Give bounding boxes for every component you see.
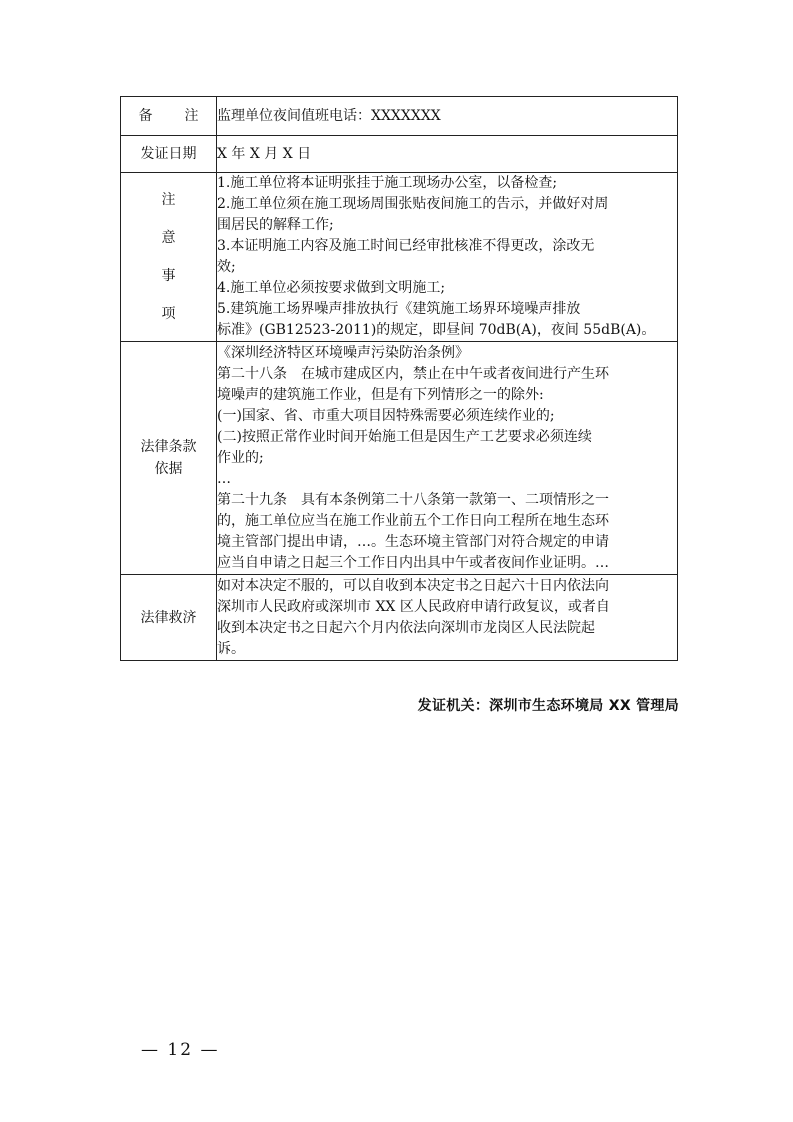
legal-relief-value-cell	[217, 575, 678, 661]
notes-line: 2.施工单位须在施工现场周围张贴夜间施工的告示，并做好对周	[217, 196, 609, 212]
issue-date-label: 发证日期	[140, 146, 197, 162]
legal-relief-text	[217, 576, 677, 660]
issue-date-value: X 年 X 月 X 日	[217, 145, 312, 162]
legal-basis-line: 应当自申请之日起三个工作日内出具中午或者夜间作业证明。…	[217, 554, 609, 571]
legal-basis-line: 第二十八条 在城市建成区内，禁止在中午或者夜间进行产生环	[217, 365, 609, 382]
remark-value-cell	[217, 97, 678, 136]
notes-label-char: 事	[161, 268, 176, 284]
legal-basis-label	[121, 436, 216, 480]
legal-relief-line: 深圳市人民政府或深圳市 XX 区人民政府申请行政复议，或者自	[217, 598, 610, 615]
remark-label-cell	[121, 97, 217, 136]
legal-basis-label-line: 依据	[154, 461, 183, 477]
legal-relief-label-cell	[121, 575, 217, 661]
notes-line: 标准》(GB12523-2011)的规定，即昼间 70dB(A)，夜间 55dB(A)。	[217, 322, 656, 338]
table-row-remark	[121, 97, 678, 136]
notes-label-cell	[121, 173, 217, 342]
legal-basis-text	[217, 343, 677, 574]
notes-line: 3.本证明施工内容及施工时间已经审批核准不得更改，涂改无	[217, 238, 595, 254]
issuing-authority: 发证机关：深圳市生态环境局 XX 管理局	[417, 698, 679, 714]
notes-list	[217, 173, 677, 341]
legal-basis-line: 《深圳经济特区环境噪声污染防治条例》	[217, 344, 469, 361]
table-row-issue-date	[121, 136, 678, 173]
table-row-legal-basis	[121, 342, 678, 575]
certificate-table	[120, 96, 678, 661]
legal-basis-label-line: 法律条款	[140, 439, 197, 455]
issue-date-value-cell	[217, 136, 678, 173]
notes-value-cell	[217, 173, 678, 342]
issue-date-label-cell	[121, 136, 217, 173]
legal-basis-line: 作业的;	[217, 449, 264, 466]
legal-basis-line: (二)按照正常作业时间开始施工但是因生产工艺要求必须连续	[217, 428, 592, 445]
legal-basis-line: …	[217, 470, 231, 487]
notes-line: 5.建筑施工场界噪声排放执行《建筑施工场界环境噪声排放	[217, 301, 581, 317]
notes-label	[121, 189, 216, 325]
notes-label-char: 项	[161, 306, 176, 322]
notes-line: 围居民的解释工作;	[217, 217, 334, 233]
legal-relief-line: 收到本决定书之日起六个月内依法向深圳市龙岗区人民法院起	[217, 619, 595, 636]
legal-relief-line: 如对本决定不服的，可以自收到本决定书之日起六十日内依法向	[217, 577, 609, 594]
legal-relief-label: 法律救济	[140, 609, 197, 626]
legal-basis-line: 境主管部门提出申请，…。生态环境主管部门对符合规定的申请	[217, 533, 609, 550]
notes-line: 1.施工单位将本证明张挂于施工现场办公室，以备检查;	[217, 175, 558, 191]
legal-relief-line: 诉。	[217, 640, 245, 657]
notes-line: 4.施工单位必须按要求做到文明施工;	[217, 280, 446, 296]
table-row-legal-relief	[121, 575, 678, 661]
legal-basis-label-cell	[121, 342, 217, 575]
notes-line: 效;	[217, 259, 236, 275]
legal-basis-line: 境噪声的建筑施工作业，但是有下列情形之一的除外:	[217, 386, 544, 403]
legal-basis-value-cell	[217, 342, 678, 575]
notes-label-char: 注	[161, 192, 176, 208]
page-number: — 12 —	[141, 1040, 220, 1060]
table-row-notes	[121, 173, 678, 342]
remark-value: 监理单位夜间值班电话：XXXXXXX	[217, 107, 441, 124]
notes-label-char: 意	[161, 230, 176, 246]
remark-label: 备注	[138, 108, 199, 124]
legal-basis-line: 第二十九条 具有本条例第二十八条第一款第一、二项情形之一	[217, 491, 609, 508]
legal-basis-line: 的，施工单位应当在施工作业前五个工作日向工程所在地生态环	[217, 512, 609, 529]
legal-basis-line: (一)国家、省、市重大项目因特殊需要必须连续作业的;	[217, 407, 555, 424]
